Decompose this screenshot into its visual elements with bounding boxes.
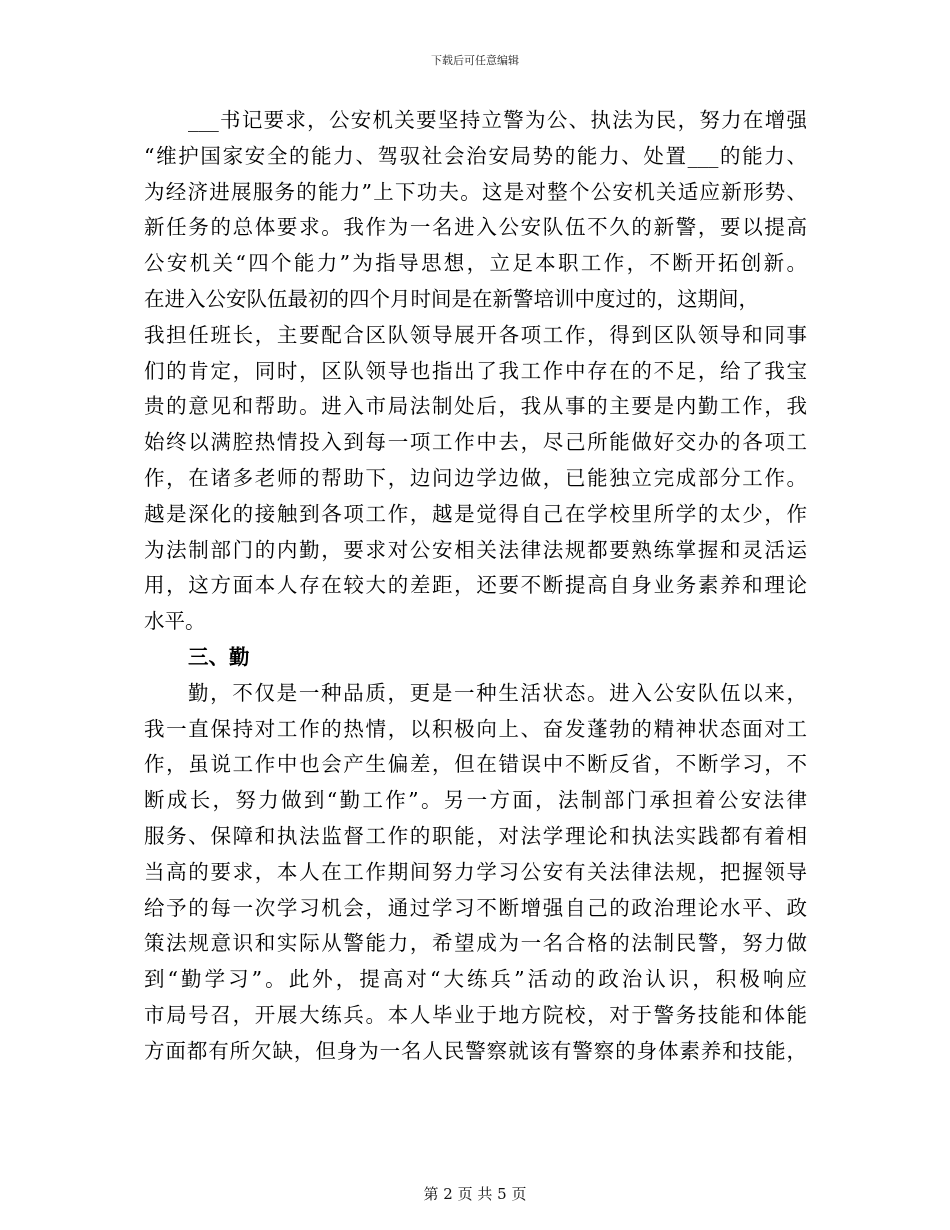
text-line: 们的肯定，同时，区队领导也指出了我工作中存在的不足，给了我宝 <box>144 358 807 383</box>
text-line: 在进入公安队伍最初的四个月时间是在新警培训中度过的，这期间， <box>144 286 759 311</box>
text-line: 勤，不仅是一种品质，更是一种生活状态。进入公安队伍以来， <box>188 680 807 705</box>
text-line: 贵的意见和帮助。进入市局法制处后，我从事的主要是内勤工作，我 <box>144 394 807 419</box>
section-heading: 三、勤 <box>188 644 250 669</box>
text-line: 越是深化的接触到各项工作，越是觉得自己在学校里所学的太少，作 <box>144 501 807 526</box>
text-line: 用，这方面本人存在较大的差距，还要不断提高自身业务素养和理论 <box>144 573 807 598</box>
text-line: 策法规意识和实际从警能力，希望成为一名合格的法制民警，努力做 <box>144 931 807 956</box>
text-line: 为法制部门的内勤，要求对公安相关法律法规都要熟练掌握和灵活运 <box>144 537 807 562</box>
body-text <box>144 103 807 1070</box>
text-line: 新任务的总体要求。我作为一名进入公安队伍不久的新警，要以提高 <box>144 215 807 240</box>
page-header: 下载后可任意编辑 <box>431 54 519 67</box>
text-line: 作，在诸多老师的帮助下，边问边学边做，已能独立完成部分工作。 <box>144 465 807 490</box>
text-line: 为经济进展服务的能力”上下功夫。这是对整个公安机关适应新形势、 <box>144 179 807 204</box>
text-line: 断成长，努力做到“勤工作”。另一方面，法制部门承担着公安法律 <box>144 788 807 813</box>
page-number-footer: 第 2 页 共 5 页 <box>423 1185 527 1203</box>
text-line: 到“勤学习”。此外，提高对“大练兵”活动的政治认识，积极响应 <box>144 967 807 992</box>
text-line: 给予的每一次学习机会，通过学习不断增强自己的政治理论水平、政 <box>144 895 807 920</box>
text-line: ___书记要求，公安机关要坚持立警为公、执法为民，努力在增强 <box>188 108 807 132</box>
text-line: 公安机关“四个能力”为指导思想，立足本职工作，不断开拓创新。 <box>144 251 807 276</box>
text-line: 我一直保持对工作的热情，以积极向上、奋发蓬勃的精神状态面对工 <box>144 716 807 741</box>
text-line: “维护国家安全的能力、驾驭社会治安局势的能力、处置___的能力、 <box>144 143 807 168</box>
text-line: 始终以满腔热情投入到每一项工作中去，尽己所能做好交办的各项工 <box>144 430 807 455</box>
text-line: 作，虽说工作中也会产生偏差，但在错误中不断反省，不断学习，不 <box>144 752 807 777</box>
text-line: 方面都有所欠缺，但身为一名人民警察就该有警察的身体素养和技能， <box>144 1038 807 1063</box>
text-line: 当高的要求，本人在工作期间努力学习公安有关法律法规，把握领导 <box>144 859 807 884</box>
text-line: 服务、保障和执法监督工作的职能，对法学理论和执法实践都有着相 <box>144 823 807 848</box>
text-line: 市局号召，开展大练兵。本人毕业于地方院校，对于警务技能和体能 <box>144 1002 807 1027</box>
text-line: 我担任班长，主要配合区队领导展开各项工作，得到区队领导和同事 <box>144 322 807 347</box>
text-line: 水平。 <box>144 609 206 634</box>
